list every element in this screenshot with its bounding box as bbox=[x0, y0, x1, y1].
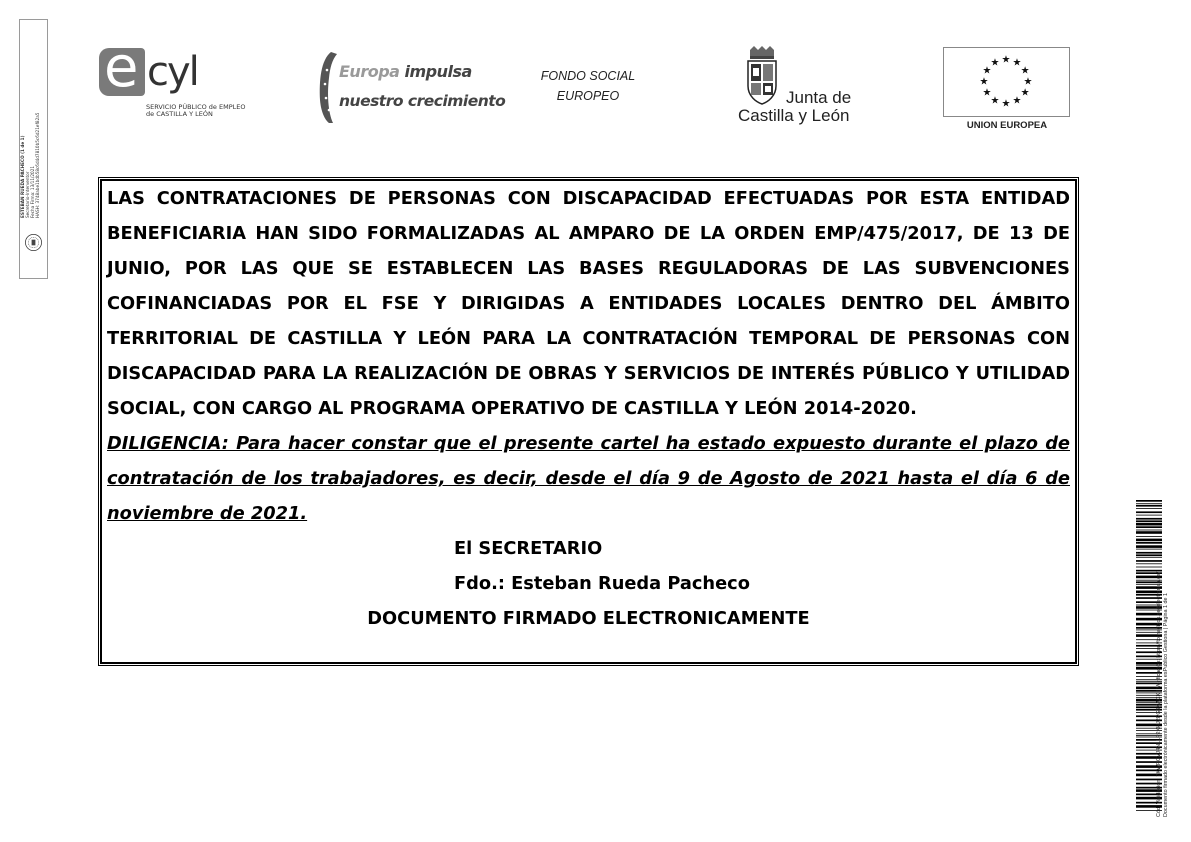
junta-castilla-leon-logo bbox=[736, 46, 861, 128]
eu-star-icon: ★ bbox=[990, 95, 1000, 107]
verification-text bbox=[1156, 507, 1176, 817]
signature-role: Secretario-Interventor bbox=[25, 171, 30, 218]
eu-stars-icon bbox=[944, 48, 1069, 116]
eu-flag bbox=[943, 47, 1070, 117]
eu-label: UNION EUROPEA bbox=[966, 120, 1048, 131]
coat-of-arms-icon bbox=[744, 46, 780, 106]
signature-stamp-text bbox=[20, 38, 46, 218]
document-content bbox=[107, 181, 1070, 636]
eu-star-icon: ★ bbox=[1001, 54, 1011, 66]
eu-star-icon: ★ bbox=[1020, 87, 1030, 99]
europa-emblem-icon bbox=[317, 50, 339, 124]
signature-date: Fecha Firma: 13/11/2021 bbox=[30, 165, 35, 218]
eu-star-icon: ★ bbox=[1012, 95, 1022, 107]
fse-line1: FONDO SOCIAL bbox=[540, 69, 636, 83]
barcode-bar bbox=[1136, 500, 1162, 502]
eu-star-icon: ★ bbox=[990, 57, 1000, 69]
ecyl-subtitle-line1: SERVICIO PÚBLICO de EMPLEO bbox=[146, 103, 246, 111]
union-europea-logo bbox=[943, 47, 1071, 133]
fondo-social-europeo-label bbox=[528, 66, 648, 106]
signature-signer: ESTEBAN RUEDA PACHECO (1 de 1) bbox=[20, 135, 25, 218]
europa-line2: nuestro crecimiento bbox=[339, 92, 506, 110]
eu-star-icon: ★ bbox=[979, 76, 989, 88]
verification-line1: Cód. Validación: 7KWRCVJ4NLLP2KHJ2PG9XACK | Verificación: https://tornadizos.sedelectronica.es/ bbox=[1156, 571, 1162, 817]
fse-line2: EUROPEO bbox=[556, 89, 620, 103]
ecyl-logo bbox=[99, 35, 259, 126]
verification-line2: Documento firmado electrónicamente desde la plataforma esPublico Gestiona | Página 1 de 1 bbox=[1162, 592, 1169, 817]
europa-line1 bbox=[339, 62, 472, 81]
eu-star-icon: ★ bbox=[1020, 65, 1030, 77]
eu-star-icon: ★ bbox=[1001, 98, 1011, 110]
diligencia-paragraph: DILIGENCIA: Para hacer constar que el presente cartel ha estado expuesto durante el plazo de contratación de los trabajadores, es decir, desde el día 9 de Agosto de 2021 hasta el día 6 de noviembre de 2021. bbox=[107, 433, 1070, 524]
ecyl-subtitle bbox=[146, 104, 266, 118]
secretary-title: El SECRETARIO bbox=[454, 538, 603, 559]
seal-icon bbox=[24, 233, 43, 252]
junta-line2: Castilla y León bbox=[738, 106, 850, 125]
barcode-bar bbox=[1136, 503, 1162, 504]
signatory-name: Fdo.: Esteban Rueda Pacheco bbox=[454, 573, 750, 594]
europa-word: Europa bbox=[339, 62, 400, 81]
europa-impulsa-logo bbox=[317, 50, 506, 126]
eu-star-icon: ★ bbox=[1023, 76, 1033, 88]
eu-star-icon: ★ bbox=[1012, 57, 1022, 69]
main-statement: LAS CONTRATACIONES DE PERSONAS CON DISCAPACIDAD EFECTUADAS POR ESTA ENTIDAD BENEFICIARIA HAN SIDO FORMALIZADAS AL AMPARO DE LA ORDEN EMP/475/2017, DE 13 DE JUNIO, POR LAS QUE SE ESTABLECEN LAS BASES REGULADORAS DE LAS SUBVENCIONES COFINANCIADAS POR EL FSE Y DIRIGIDAS A ENTIDADES LOCALES DENTRO DEL ÁMBITO TERRITORIAL DE CASTILLA Y LEÓN PARA LA CONTRATACIÓN TEMPORAL DE PERSONAS CON DISCAPACIDAD PARA LA REALIZACIÓN DE OBRAS Y SERVICIOS DE INTERÉS PÚBLICO Y UTILIDAD SOCIAL, CON CARGO AL PROGRAMA OPERATIVO DE CASTILLA Y LEÓN 2014-2020. bbox=[107, 188, 1070, 419]
signature-stamp bbox=[19, 19, 48, 279]
eu-star-icon: ★ bbox=[982, 87, 992, 99]
eu-star-icon: ★ bbox=[982, 65, 992, 77]
ecyl-mark bbox=[99, 35, 145, 100]
electronic-signature-note: DOCUMENTO FIRMADO ELECTRONICAMENTE bbox=[367, 608, 810, 629]
ecyl-subtitle-line2: de CASTILLA Y LEÓN bbox=[146, 110, 213, 118]
junta-line1: Junta de bbox=[786, 88, 852, 107]
europa-impulsa-word: impulsa bbox=[399, 62, 472, 81]
signature-hash: HASH: 3748abe1bdb58c6d4d7810b5c6d21ef82a5 bbox=[35, 112, 40, 218]
ecyl-mark-letter: e bbox=[104, 35, 139, 100]
ecyl-name: cyl bbox=[147, 49, 198, 95]
